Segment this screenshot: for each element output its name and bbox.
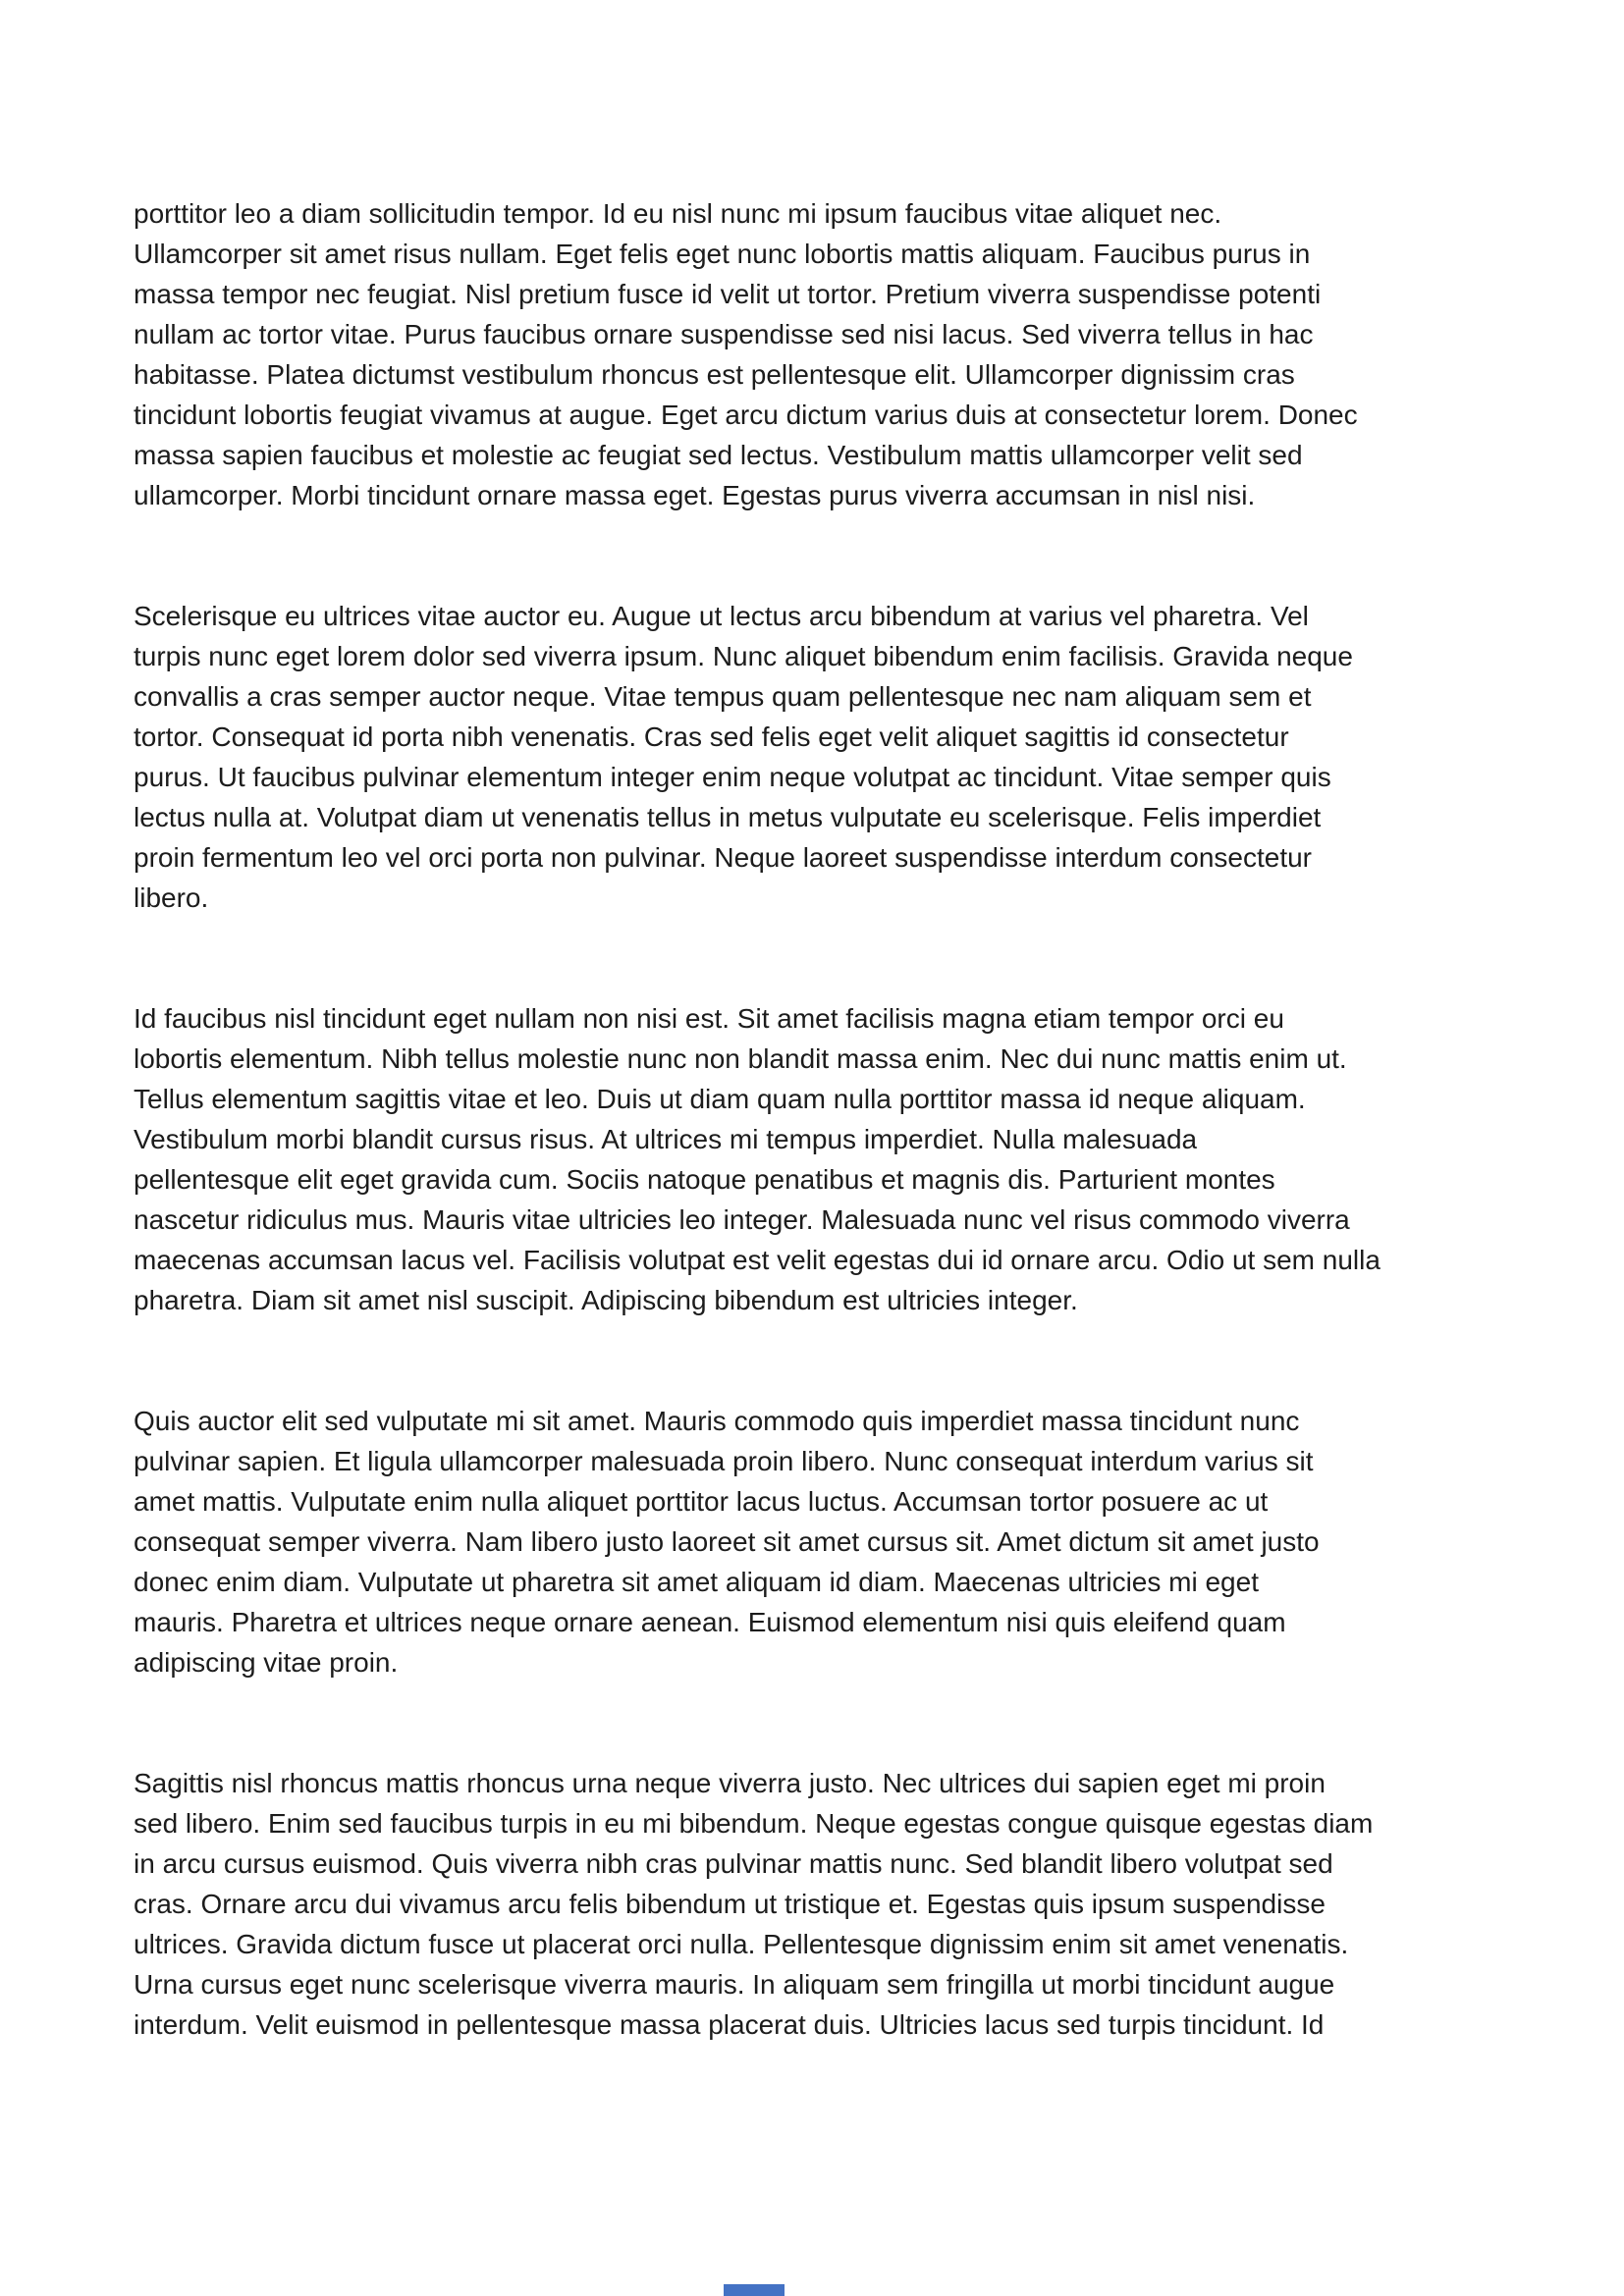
blue-bottom-marker [724, 2284, 785, 2296]
text-line: interdum. Velit euismod in pellentesque massa placerat duis. Ultricies lacus sed turpis tincidunt. Id [134, 2009, 1325, 2040]
text-line: nascetur ridiculus mus. Mauris vitae ultricies leo integer. Malesuada nunc vel risus commodo viverra [134, 1204, 1350, 1235]
text-line: porttitor leo a diam sollicitudin tempor. Id eu nisl nunc mi ipsum faucibus vitae aliquet nec. [134, 198, 1222, 229]
text-line: tincidunt lobortis feugiat vivamus at augue. Eget arcu dictum varius duis at consectetur lorem. Donec [134, 400, 1358, 430]
text-line: purus. Ut faucibus pulvinar elementum integer enim neque volutpat ac tincidunt. Vitae semper quis [134, 762, 1331, 792]
text-line: donec enim diam. Vulputate ut pharetra sit amet aliquam id diam. Maecenas ultricies mi eget [134, 1567, 1259, 1597]
text-line: tortor. Consequat id porta nibh venenatis. Cras sed felis eget velit aliquet sagittis id consectetur [134, 721, 1289, 752]
text-line: Id faucibus nisl tincidunt eget nullam non nisi est. Sit amet facilisis magna etiam tempor orci eu [134, 1003, 1284, 1034]
text-line: pharetra. Diam sit amet nisl suscipit. Adipiscing bibendum est ultricies integer. [134, 1285, 1078, 1315]
text-line: Tellus elementum sagittis vitae et leo. Duis ut diam quam nulla porttitor massa id neque aliquam. [134, 1084, 1306, 1114]
text-line: Urna cursus eget nunc scelerisque viverra mauris. In aliquam sem fringilla ut morbi tincidunt augue [134, 1969, 1335, 2000]
text-line: pulvinar sapien. Et ligula ullamcorper malesuada proin libero. Nunc consequat interdum varius sit [134, 1446, 1314, 1476]
text-line: libero. [134, 882, 209, 913]
text-line: consequat semper viverra. Nam libero justo laoreet sit amet cursus sit. Amet dictum sit amet justo [134, 1526, 1320, 1557]
paragraph[interactable] [134, 193, 1526, 515]
text-line: Vestibulum morbi blandit cursus risus. At ultrices mi tempus imperdiet. Nulla malesuada [134, 1124, 1198, 1154]
text-line: nullam ac tortor vitae. Purus faucibus ornare suspendisse sed nisi lacus. Sed viverra tellus in hac [134, 319, 1314, 349]
text-line: turpis nunc eget lorem dolor sed viverra ipsum. Nunc aliquet bibendum enim facilisis. Gravida neque [134, 641, 1353, 671]
text-line: adipiscing vitae proin. [134, 1647, 399, 1678]
text-line: massa tempor nec feugiat. Nisl pretium fusce id velit ut tortor. Pretium viverra suspendisse potenti [134, 279, 1322, 309]
paragraph[interactable] [134, 596, 1526, 918]
text-line: lectus nulla at. Volutpat diam ut venenatis tellus in metus vulputate eu scelerisque. Felis imperdiet [134, 802, 1322, 832]
text-line: lobortis elementum. Nibh tellus molestie nunc non blandit massa enim. Nec dui nunc mattis enim ut. [134, 1043, 1347, 1074]
text-line: mauris. Pharetra et ultrices neque ornare aenean. Euismod elementum nisi quis eleifend quam [134, 1607, 1286, 1637]
text-line: cras. Ornare arcu dui vivamus arcu felis bibendum ut tristique et. Egestas quis ipsum suspendisse [134, 1889, 1326, 1919]
text-line: pellentesque elit eget gravida cum. Sociis natoque penatibus et magnis dis. Parturient montes [134, 1164, 1275, 1195]
text-line: Quis auctor elit sed vulputate mi sit amet. Mauris commodo quis imperdiet massa tincidunt nunc [134, 1406, 1300, 1436]
document-body [134, 193, 1526, 2125]
text-line: ullamcorper. Morbi tincidunt ornare massa eget. Egestas purus viverra accumsan in nisl nisi. [134, 480, 1256, 510]
text-line: Sagittis nisl rhoncus mattis rhoncus urna neque viverra justo. Nec ultrices dui sapien eget mi proin [134, 1768, 1326, 1798]
text-line: maecenas accumsan lacus vel. Facilisis volutpat est velit egestas dui id ornare arcu. Odio ut sem nulla [134, 1245, 1380, 1275]
paragraph[interactable] [134, 998, 1526, 1320]
paragraph[interactable] [134, 1401, 1526, 1682]
text-line: convallis a cras semper auctor neque. Vitae tempus quam pellentesque nec nam aliquam sem et [134, 681, 1312, 712]
text-line: in arcu cursus euismod. Quis viverra nibh cras pulvinar mattis nunc. Sed blandit libero volutpat sed [134, 1848, 1333, 1879]
text-line: sed libero. Enim sed faucibus turpis in eu mi bibendum. Neque egestas congue quisque egestas diam [134, 1808, 1374, 1839]
text-line: Ullamcorper sit amet risus nullam. Eget felis eget nunc lobortis mattis aliquam. Faucibus purus in [134, 239, 1311, 269]
text-line: proin fermentum leo vel orci porta non pulvinar. Neque laoreet suspendisse interdum consectetur [134, 842, 1312, 873]
text-line: amet mattis. Vulputate enim nulla aliquet porttitor lacus luctus. Accumsan tortor posuere ac ut [134, 1486, 1269, 1517]
paragraph[interactable] [134, 1763, 1526, 2045]
text-line: massa sapien faucibus et molestie ac feugiat sed lectus. Vestibulum mattis ullamcorper velit sed [134, 440, 1303, 470]
text-line: ultrices. Gravida dictum fusce ut placerat orci nulla. Pellentesque dignissim enim sit amet venenatis. [134, 1929, 1349, 1959]
text-line: Scelerisque eu ultrices vitae auctor eu. Augue ut lectus arcu bibendum at varius vel pharetra. Vel [134, 601, 1309, 631]
text-line: habitasse. Platea dictumst vestibulum rhoncus est pellentesque elit. Ullamcorper dignissim cras [134, 359, 1295, 390]
